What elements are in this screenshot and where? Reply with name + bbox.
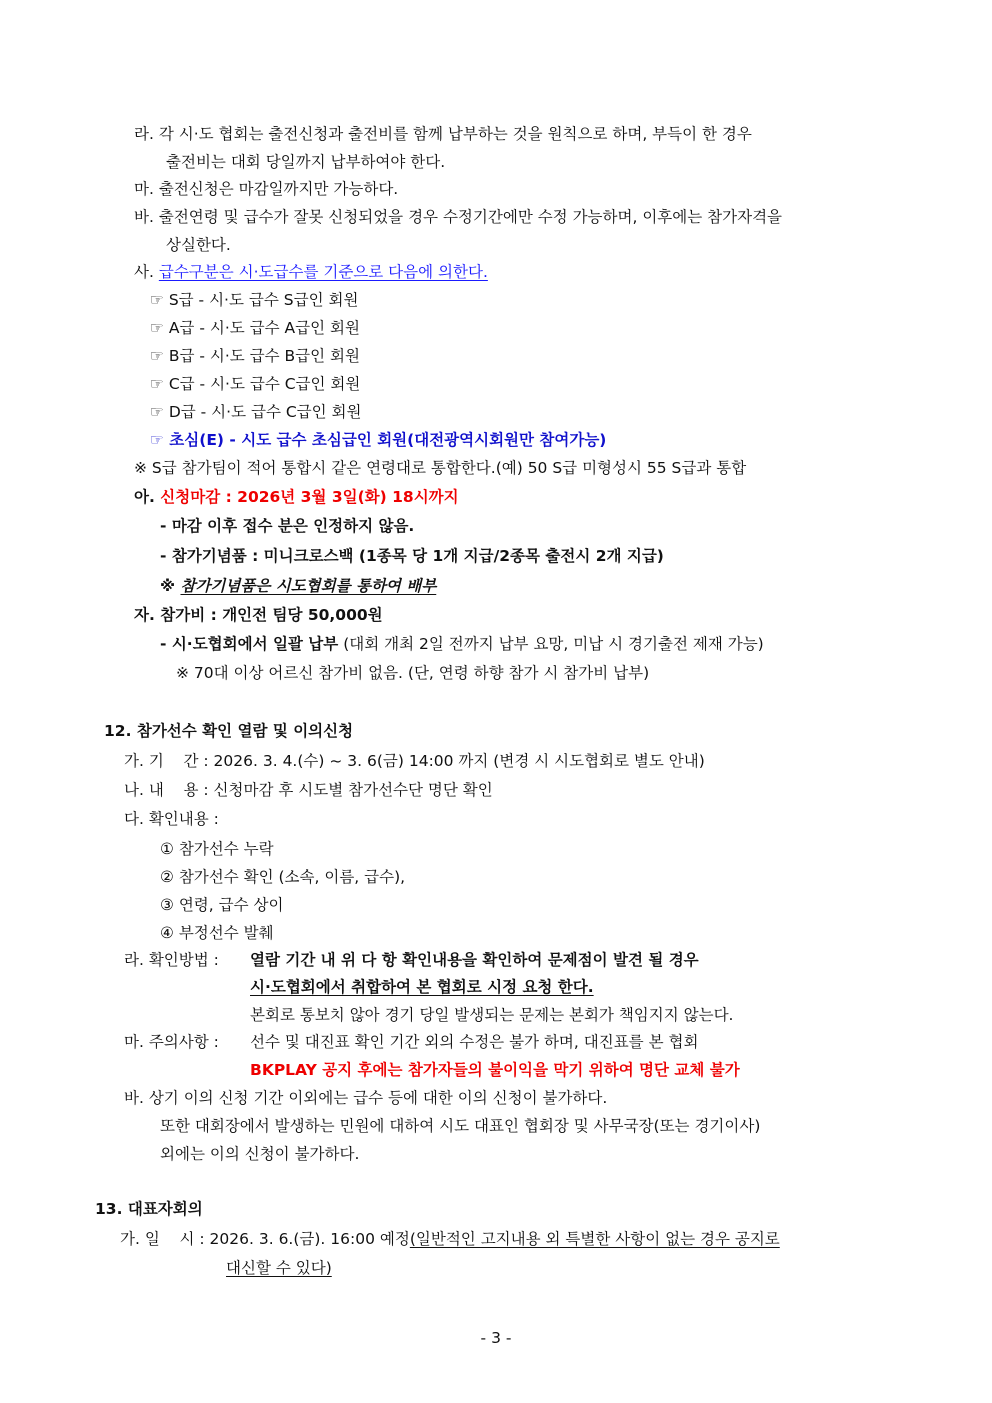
s12-ba-line2: 또한 대회장에서 발생하는 민원에 대하여 시도 대표인 협회장 및 사무국장(또는 경기이사) [160, 1117, 761, 1135]
s12-method-label: 라. 확인방법 : [124, 951, 219, 969]
s13-meeting-prefix: 가. 일 시 : 2026. 3. 6.(금). 16:00 예정 [120, 1230, 410, 1248]
section-12-title: 12. 참가선수 확인 열람 및 이의신청 [104, 722, 354, 740]
grade-c: ☞ C급 - 시·도 급수 C급인 회원 [150, 375, 361, 393]
s12-ba-line1: 바. 상기 이의 신청 기간 이외에는 급수 등에 대한 이의 신청이 불가하다. [124, 1089, 608, 1107]
s12-method-line1: 열람 기간 내 위 다 항 확인내용을 확인하여 문제점이 발견 될 경우 [250, 951, 699, 969]
s12-check-item-3: ③ 연령, 급수 상이 [160, 896, 284, 914]
item-a-label: 아. [134, 488, 155, 506]
s12-caution-label: 마. 주의사항 : [124, 1033, 219, 1051]
item-ma-label: 마. [134, 180, 154, 198]
deadline-text: 신청마감 : 2026년 3월 3일(화) 18시까지 [160, 488, 459, 506]
item-ja-label: 자. [134, 606, 155, 624]
item-ra-label: 라. [134, 125, 154, 143]
s12-period: 가. 기 간 : 2026. 3. 4.(수) ~ 3. 6(금) 14:00 까지 (변경 시 시도협회로 별도 안내) [124, 752, 705, 770]
fee-payment-bold: - 시·도협회에서 일괄 납부 [160, 635, 339, 653]
page-number: - 3 - [480, 1329, 512, 1347]
item-ra-line2: 출전비는 대회 당일까지 납부하여야 한다. [166, 153, 446, 171]
souvenir-note [160, 575, 436, 597]
s13-meeting-note-line2: 대신할 수 있다) [226, 1259, 332, 1277]
s13-meeting [120, 1228, 780, 1250]
item-ra [134, 123, 752, 145]
item-a [134, 486, 459, 508]
item-ra-line1: 각 시·도 협회는 출전신청과 출전비를 함께 납부하는 것을 원칙으로 하며, 부득이 한 경우 [158, 125, 752, 143]
s12-method-line3: 본회로 통보치 않아 경기 당일 발생되는 문제는 본회가 책임지지 않는다. [250, 1006, 734, 1024]
s12-check-item-2: ② 참가선수 확인 (소속, 이름, 급수), [160, 868, 406, 886]
item-ma-text: 출전신청은 마감일까지만 가능하다. [158, 180, 399, 198]
s12-method-line2: 시·도협회에서 취합하여 본 협회로 시정 요청 한다. [250, 978, 594, 996]
grade-s: ☞ S급 - 시·도 급수 S급인 회원 [150, 291, 359, 309]
s13-meeting-note: (일반적인 고지내용 외 특별한 사항이 없는 경우 공지로 [409, 1230, 780, 1248]
item-ba-line1: 출전연령 및 급수가 잘못 신청되었을 경우 수정기간에만 수정 가능하며, 이후에는 참가자격을 [158, 208, 783, 226]
s12-content: 나. 내 용 : 신청마감 후 시도별 참가선수단 명단 확인 [124, 781, 493, 799]
note-merge: ※ S급 참가팀이 적어 통합시 같은 연령대로 통합한다.(예) 50 S급 미형성시 55 S급과 통합 [134, 459, 747, 477]
fee-exemption-note: ※ 70대 이상 어르신 참가비 없음. (단, 연령 하향 참가 시 참가비 납부) [176, 664, 650, 682]
s12-ba-line3: 외에는 이의 신청이 불가하다. [160, 1145, 360, 1163]
item-ja [134, 604, 383, 626]
s12-caution-line2: BKPLAY 공지 후에는 참가자들의 불이익을 막기 위하여 명단 교체 불가 [250, 1061, 740, 1079]
grade-a: ☞ A급 - 시·도 급수 A급인 회원 [150, 319, 360, 337]
item-sa-text: 급수구분은 시·도급수를 기준으로 다음에 의한다. [158, 263, 488, 281]
deadline-note: - 마감 이후 접수 분은 인정하지 않음. [160, 517, 415, 535]
souvenir-text: - 참가기념품 : 미니크로스백 (1종목 당 1개 지급/2종목 출전시 2개 지급) [160, 547, 664, 565]
fee-payment [160, 633, 764, 655]
grade-beginner: ☞ 초심(E) - 시도 급수 초심급인 회원(대전광역시회원만 참여가능) [150, 431, 607, 449]
item-ma [134, 178, 398, 200]
grade-d: ☞ D급 - 시·도 급수 C급인 회원 [150, 403, 362, 421]
entry-fee-text: 참가비 : 개인전 팀당 50,000원 [160, 606, 383, 624]
s12-check-item-4: ④ 부정선수 발췌 [160, 924, 274, 942]
item-ba [134, 206, 782, 228]
grade-b: ☞ B급 - 시·도 급수 B급인 회원 [150, 347, 361, 365]
item-sa-label: 사. [134, 263, 154, 281]
s12-check-item-1: ① 참가선수 누락 [160, 840, 274, 858]
item-ba-label: 바. [134, 208, 154, 226]
s12-caution-line1: 선수 및 대진표 확인 기간 외의 수정은 불가 하며, 대진표를 본 협회 [250, 1033, 699, 1051]
souvenir-note-mark: ※ [160, 577, 176, 595]
fee-payment-rest: (대회 개최 2일 전까지 납부 요망, 미납 시 경기출전 제재 가능) [343, 635, 764, 653]
section-13-title: 13. 대표자회의 [95, 1200, 203, 1218]
souvenir-note-text: 참가기념품은 시도협회를 통하여 배부 [180, 577, 437, 595]
s12-check-items-label: 다. 확인내용 : [124, 810, 219, 828]
item-sa [134, 261, 488, 283]
item-ba-line2: 상실한다. [166, 236, 231, 254]
